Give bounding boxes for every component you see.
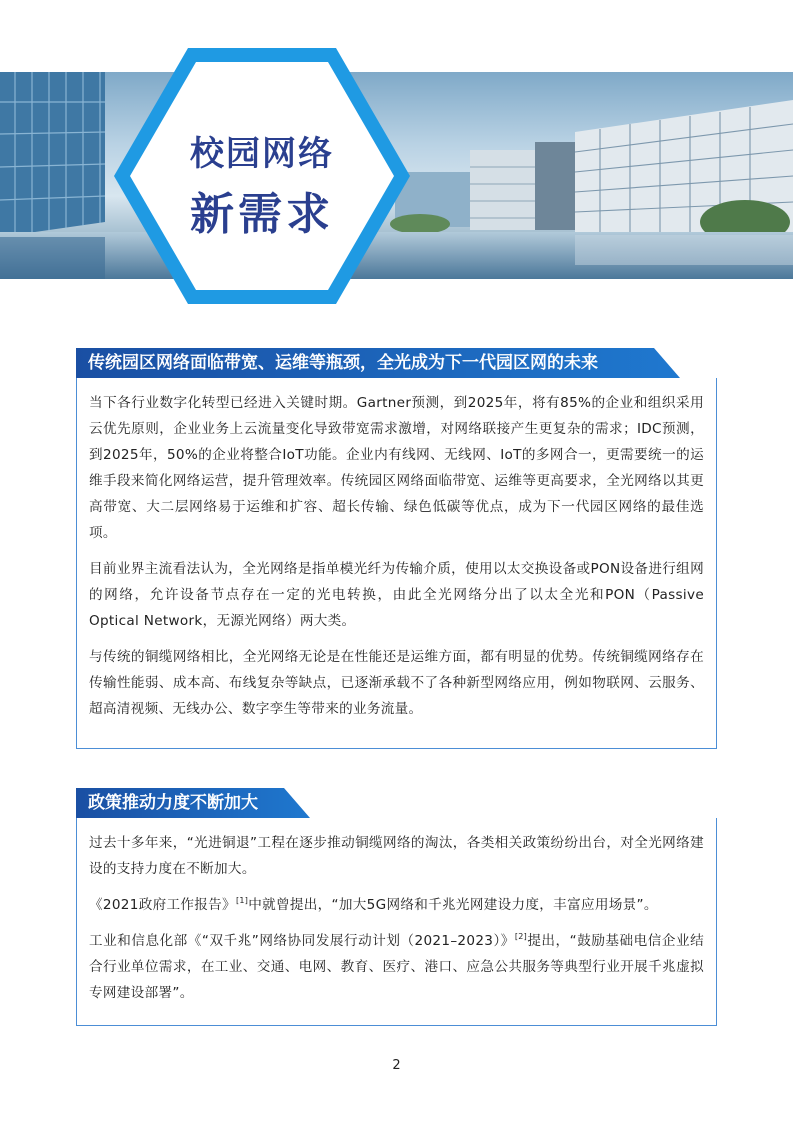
paragraph: 过去十多年来，“光进铜退”工程在逐步推动铜缆网络的淘汰，各类相关政策纷纷出台，对全光网络建设的支持力度在不断加大。 [89,835,704,877]
section-heading [76,788,717,818]
section-heading-text: 传统园区网络面临带宽、运维等瓶颈，全光成为下一代园区网的未来 [88,353,598,373]
section-body [76,818,717,1026]
paragraph: 当下各行业数字化转型已经进入关键时期。Gartner预测，到2025年，将有85%的企业和组织采用云优先原则，企业业务上云流量变化导致带宽需求激增，对网络联接产生更复杂的需求；IDC预测，到2025年，50%的企业将整合IoT功能。企业内有线网、无线网、IoT的多网合一，更需要统一的运维手段来简化网络运营，提升管理效率。传统园区网络面临带宽、运维等更高要求，全光网络以其更高带宽、大二层网络易于运维和扩容、超长传输、绿色低碳等优点，成为下一代园区网络的最佳选项。 [89,395,704,541]
paragraph [89,892,704,918]
section-network-bottleneck [76,348,717,749]
paragraph [89,928,704,1006]
paragraph: 目前业界主流看法认为，全光网络是指单模光纤为传输介质，使用以太交换设备或PON设备进行组网的网络，允许设备节点存在一定的光电转换，由此全光网络分出了以太全光和PON（Passive Optical Network，无源光网络）两大类。 [89,561,704,629]
page-number: 2 [392,1058,401,1073]
section-heading-text: 政策推动力度不断加大 [88,793,258,813]
section-policy-support [76,788,717,1026]
hero-hexagon-badge [114,48,410,304]
paragraph-text: 提出，“鼓励基础电信企业结合行业单位需求，在工业、交通、电网、教育、医疗、港口、应急公共服务等典型行业开展千兆虚拟专网建设部署”。 [89,933,704,1001]
hero-title-line1: 校园网络 [190,134,334,174]
reference-mark: [1] [235,896,249,905]
paragraph: 与传统的铜缆网络相比，全光网络无论是在性能还是运维方面，都有明显的优势。传统铜缆网络存在传输性能弱、成本高、布线复杂等缺点，已逐渐承载不了各种新型网络应用，例如物联网、云服务、超高清视频、无线办公、数字孪生等带来的业务流量。 [89,649,704,717]
citation-title: 工业和信息化部《“双千兆”网络协同发展行动计划（2021–2023）》 [89,933,515,949]
paragraph-text: 中就曾提出，“加大5G网络和千兆光网建设力度，丰富应用场景”。 [248,897,658,913]
hero-title-line2: 新需求 [190,189,334,240]
section-body [76,378,717,749]
section-heading [76,348,717,378]
citation-title: 《2021政府工作报告》 [89,897,236,913]
reference-mark: [2] [514,932,528,941]
